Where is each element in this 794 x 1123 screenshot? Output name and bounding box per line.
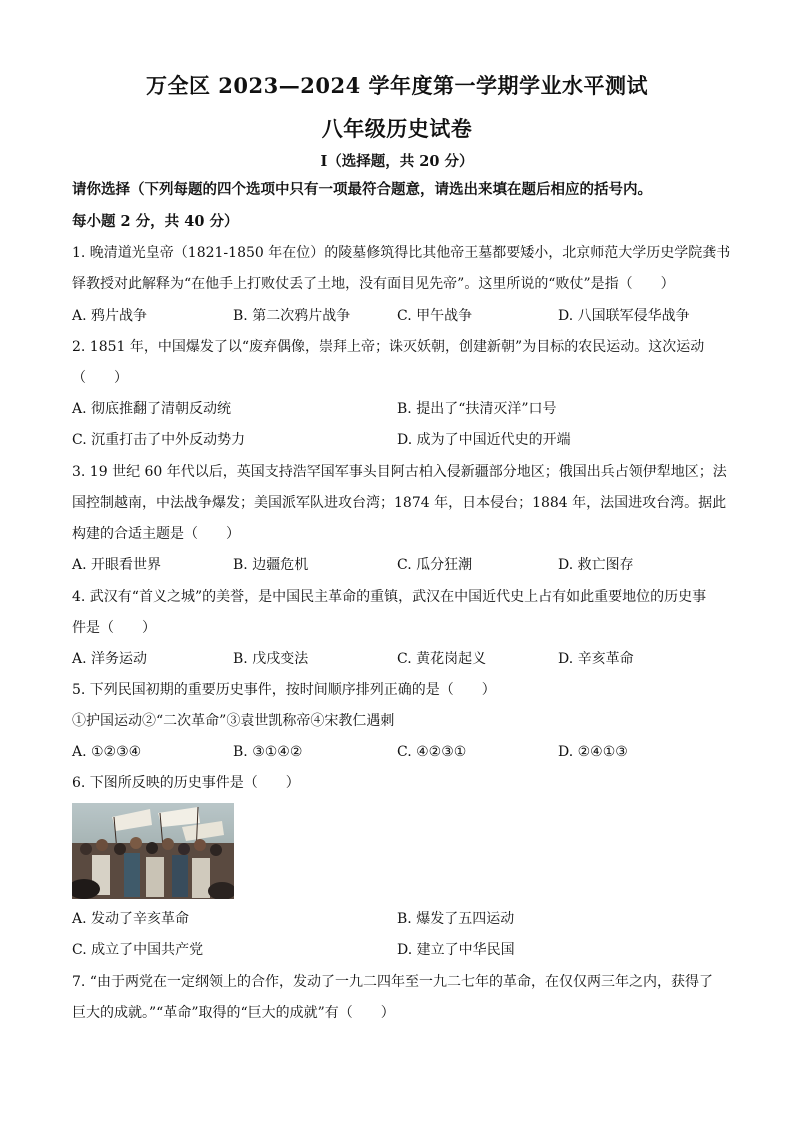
exam-title: 万全区 2023—2024 学年度第一学期学业水平测试	[145, 73, 648, 98]
question-3-option-a: A. 开眼看世界	[72, 557, 162, 573]
question-4-option-b: B. 戊戌变法	[233, 651, 309, 667]
question-6-line-1: 6. 下图所反映的历史事件是（ ）	[72, 775, 300, 791]
question-5-line-1: 5. 下列民国初期的重要历史事件，按时间顺序排列正确的是（ ）	[72, 682, 496, 698]
section-heading: Ⅰ（选择题，共 20 分）	[320, 153, 474, 170]
question-2-option-b: B. 提出了“扶清灭洋”口号	[397, 401, 557, 417]
question-3-line-1: 3. 19 世纪 60 年代以后，英国支持浩罕国军事头目阿古柏入侵新疆部分地区；俄国出兵占领伊犁地区；法	[72, 464, 727, 480]
question-7-line-1: 7. “由于两党在一定纲领上的合作，发动了一九二四年至一九二七年的革命，在仅仅两三年之内，获得了	[72, 974, 713, 990]
question-6-option-c: C. 成立了中国共产党	[72, 942, 204, 958]
question-5-option-c: C. ④②③①	[397, 744, 467, 760]
question-5-option-d: D. ②④①③	[558, 744, 628, 760]
question-1-option-a: A. 鸦片战争	[72, 308, 148, 324]
question-4-option-d: D. 辛亥革命	[558, 651, 634, 667]
question-4-line-1: 4. 武汉有“首义之城”的美誉，是中国民主革命的重镇，武汉在中国近代史上占有如此重要地位的历史事	[72, 589, 707, 605]
protest-painting-image	[72, 803, 234, 899]
exam-subtitle: 八年级历史试卷	[321, 116, 473, 141]
question-6-option-b: B. 爆发了五四运动	[397, 911, 515, 927]
question-5-option-a: A. ①②③④	[72, 744, 142, 760]
question-3-option-c: C. 瓜分狂潮	[397, 557, 473, 573]
question-2-line-2: （ ）	[72, 370, 128, 386]
question-1-option-b: B. 第二次鸦片战争	[233, 308, 351, 324]
question-7-line-2: 巨大的成就。”“革命”取得的“巨大的成就”有（ ）	[72, 1005, 395, 1021]
question-3-line-3: 构建的合适主题是（ ）	[72, 526, 240, 542]
question-1-line-1: 1. 晚清道光皇帝（1821-1850 年在位）的陵墓修筑得比其他帝王墓都要矮小，北京师范大学历史学院龚书	[72, 245, 731, 261]
question-1-option-d: D. 八国联军侵华战争	[558, 308, 690, 324]
question-4-option-c: C. 黄花岗起义	[397, 651, 487, 667]
question-3-option-d: D. 救亡图存	[558, 557, 634, 573]
question-1-line-2: 铎教授对此解释为“在他手上打败仗丢了土地，没有面目见先帝”。这里所说的“败仗”是指（ ）	[72, 276, 675, 292]
instructions-line-2: 每小题 2 分，共 40 分）	[72, 213, 239, 230]
question-3-option-b: B. 边疆危机	[233, 557, 309, 573]
question-3-line-2: 国控制越南，中法战争爆发；美国派军队进攻台湾；1874 年，日本侵台；1884 年，法国进攻台湾。据此	[72, 495, 727, 511]
question-2-option-c: C. 沉重打击了中外反动势力	[72, 432, 246, 448]
question-5-line-2: ①护国运动②“二次革命”③袁世凯称帝④宋教仁遇刺	[72, 713, 395, 729]
instructions-line-1: 请你选择（下列每题的四个选项中只有一项最符合题意，请选出来填在题后相应的括号内。	[72, 181, 652, 198]
question-6-option-a: A. 发动了辛亥革命	[72, 911, 190, 927]
question-2-option-a: A. 彻底推翻了清朝反动统	[72, 401, 232, 417]
question-1-option-c: C. 甲午战争	[397, 308, 473, 324]
question-4-line-2: 件是（ ）	[72, 620, 156, 636]
question-6-option-d: D. 建立了中华民国	[397, 942, 515, 958]
question-2-option-d: D. 成为了中国近代史的开端	[397, 432, 571, 448]
protest-painting-illustration	[72, 803, 234, 899]
question-5-option-b: B. ③①④②	[233, 744, 303, 760]
question-2-line-1: 2. 1851 年，中国爆发了以“废弃偶像，崇拜上帝；诛灭妖朝，创建新朝”为目标的农民运动。这次运动	[72, 339, 705, 355]
question-4-option-a: A. 洋务运动	[72, 651, 148, 667]
